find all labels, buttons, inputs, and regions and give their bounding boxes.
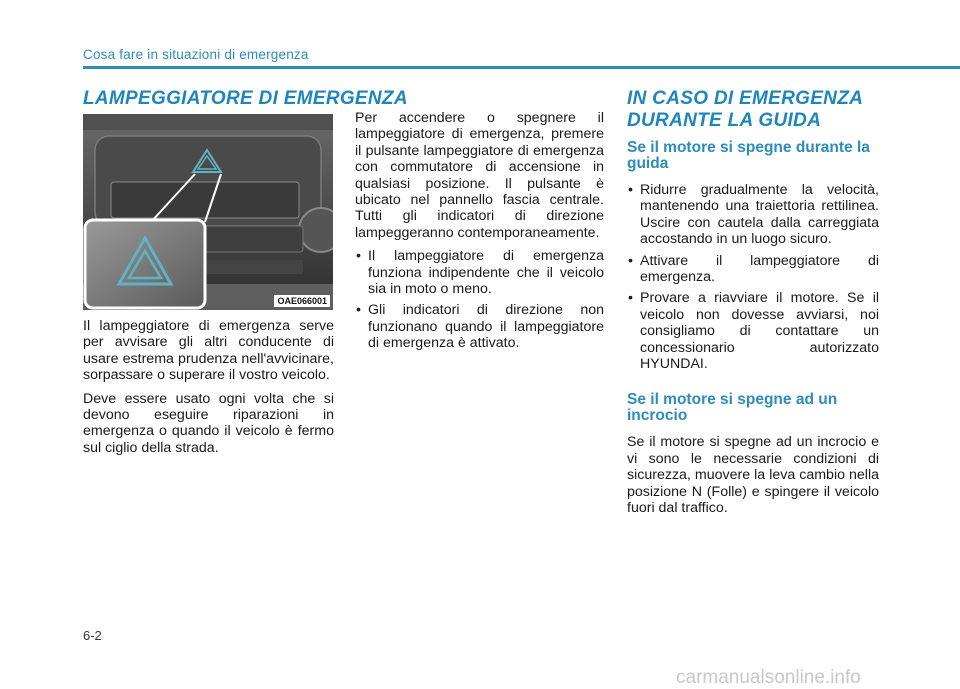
paragraph: Il lampeggiatore di emergenza serve per avvisare gli altri conducente di usare estrema prudenza nell'avvicinare, sorpassare o superare il vostro veicolo.	[83, 318, 334, 384]
right-text-column	[627, 140, 879, 524]
bullet-icon: •	[628, 182, 633, 198]
header-rule	[83, 66, 960, 69]
title-line: IN CASO DI EMERGENZA	[627, 88, 864, 109]
left-text-column	[83, 318, 334, 463]
paragraph: Se il motore si spegne ad un incrocio e vi sono le necessarie condizioni di sicurezza, muovere la leva cambio nella posizione N (Folle) e spingere il veicolo fuori dal traffico.	[627, 434, 879, 517]
title-line: DURANTE LA GUIDA	[627, 110, 822, 131]
bullet-item	[627, 253, 879, 286]
section-title-emergency	[627, 88, 863, 132]
bullet-text: Ridurre gradualmente la velocità, mantenendo una traiettoria rettilinea. Uscire con cautela dalla carreggiata accostando in un luogo sicuro.	[640, 182, 879, 248]
dashboard-illustration	[83, 114, 333, 310]
bullet-item	[355, 248, 604, 297]
paragraph: Deve essere usato ogni volta che si devono eseguire riparazioni in emergenza o quando il veicolo è fermo sul ciglio della strada.	[83, 390, 334, 456]
bullet-text: Attivare il lampeggiatore di emergenza.	[640, 252, 879, 286]
bullet-text: Gli indicatori di direzione non funzionano quando il lampeggiatore di emergenza è attivato.	[368, 302, 604, 352]
paragraph: Per accendere o spegnere il lampeggiatore di emergenza, premere il pulsante lampeggiatore di emergenza con commutatore di accensione in qualsiasi posizione. Il pulsante è ubicato nel pannello fascia centrale. Tutti gli indicatori di direzione lampeggeranno contemporaneamente.	[355, 110, 604, 241]
watermark: carmanualsonline.info	[676, 667, 861, 688]
bullet-icon: •	[356, 302, 361, 319]
bullet-item	[355, 302, 604, 351]
bullet-text: Il lampeggiatore di emergenza funziona indipendente che il veicolo sia in moto o meno.	[368, 248, 604, 298]
bullet-icon: •	[628, 252, 633, 269]
middle-text-column	[355, 110, 604, 357]
bullet-item	[627, 290, 879, 372]
bullet-text: Provare a riavviare il motore. Se il veicolo non dovesse avviarsi, noi consigliamo di contattare un concessionario autorizzato HYUNDAI.	[640, 290, 879, 373]
bullet-item	[627, 182, 879, 248]
page-number: 6-2	[83, 628, 102, 643]
bullet-icon: •	[356, 248, 361, 265]
subheading: Se il motore si spegne ad un incrocio	[627, 391, 838, 425]
bullet-icon: •	[628, 290, 633, 307]
running-header: Cosa fare in situazioni di emergenza	[83, 47, 309, 62]
section-title-hazard: LAMPEGGIATORE DI EMERGENZA	[83, 88, 408, 109]
hazard-button-photo	[83, 114, 333, 310]
image-code: OAE066001	[274, 295, 330, 307]
subheading: Se il motore si spegne durante la guida	[627, 139, 870, 172]
